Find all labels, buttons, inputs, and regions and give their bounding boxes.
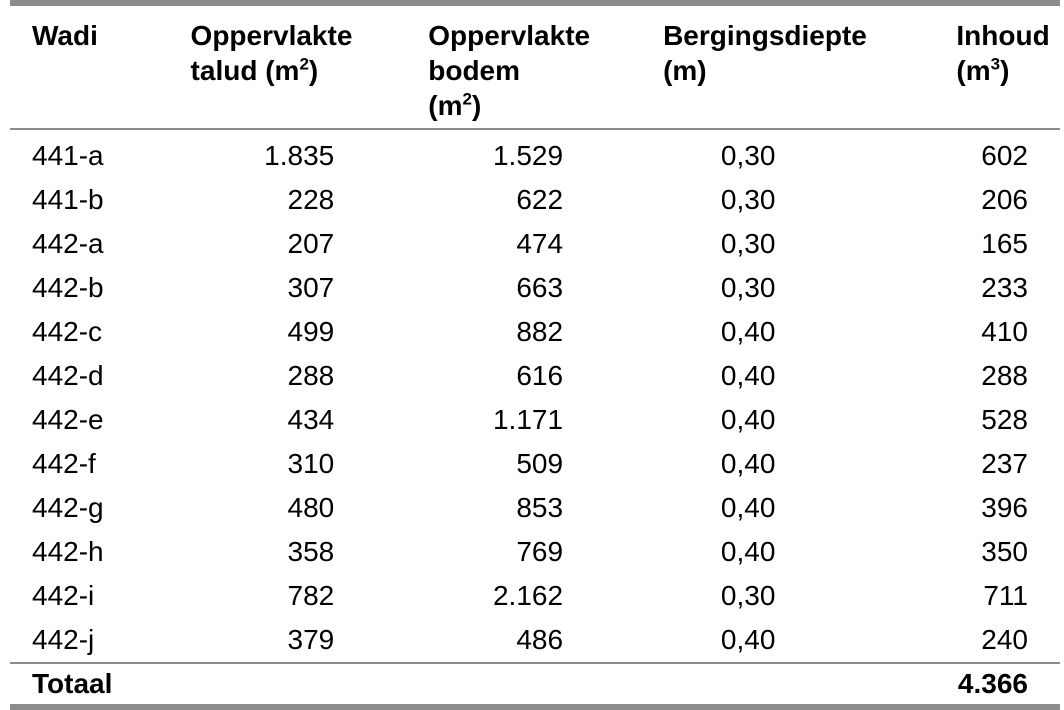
header-wadi: Wadi: [32, 20, 98, 51]
table-row: [10, 129, 1060, 178]
cell-oppervlakte-bodem: 616: [516, 360, 564, 391]
cell-oppervlakte-talud: 288: [287, 360, 335, 391]
cell-wadi: 442-j: [32, 624, 95, 655]
cell-oppervlakte-bodem: 622: [516, 184, 564, 215]
cell-bergingsdiepte: 0,40: [720, 404, 776, 435]
cell-bergingsdiepte: 0,40: [720, 316, 776, 347]
total-label: Totaal: [32, 668, 113, 699]
cell-bergingsdiepte: 0,40: [720, 624, 776, 655]
total-empty-talud: [170, 663, 335, 707]
cell-bergingsdiepte: 0,40: [720, 492, 776, 523]
cell-inhoud: 165: [981, 228, 1028, 259]
cell-inhoud: 602: [981, 140, 1028, 171]
cell-wadi: 442-a: [32, 228, 104, 259]
table-row: [10, 178, 1060, 222]
cell-bergingsdiepte: 0,30: [720, 184, 776, 215]
wadi-table: [10, 0, 1060, 710]
header-oppervlakte-bodem: Oppervlakte bodem $(m^2)$: [428, 20, 591, 121]
cell-oppervlakte-bodem: 769: [516, 536, 564, 567]
cell-bergingsdiepte: 0,30: [720, 272, 776, 303]
cell-oppervlakte-bodem: 474: [516, 228, 564, 259]
table-footer: [10, 663, 1060, 707]
cell-wadi: 442-g: [32, 492, 104, 523]
cell-inhoud: 350: [981, 536, 1028, 567]
cell-oppervlakte-talud: 434: [287, 404, 335, 435]
header-inhoud: Inhoud $(m^3)$: [956, 20, 1050, 86]
table-row: [10, 530, 1060, 574]
cell-wadi: 442-h: [32, 536, 104, 567]
cell-wadi: 442-i: [32, 580, 95, 611]
table-row: [10, 486, 1060, 530]
cell-oppervlakte-talud: 228: [287, 184, 335, 215]
cell-inhoud: 410: [981, 316, 1028, 347]
cell-inhoud: 240: [981, 624, 1028, 655]
cell-oppervlakte-talud: 358: [287, 536, 335, 567]
table-row: [10, 354, 1060, 398]
total-empty-bodem: [334, 663, 573, 707]
table-row: [10, 266, 1060, 310]
cell-oppervlakte-talud: 310: [287, 448, 335, 479]
cell-wadi: 441-b: [32, 184, 104, 215]
total-row: [10, 663, 1060, 707]
cell-oppervlakte-talud: 207: [287, 228, 335, 259]
table-row: [10, 618, 1060, 663]
table-row: [10, 222, 1060, 266]
cell-inhoud: 288: [981, 360, 1028, 391]
header-bergingsdiepte: Bergingsdiepte (m): [663, 20, 867, 86]
cell-oppervlakte-talud: 1.835: [264, 140, 335, 171]
cell-oppervlakte-talud: 480: [287, 492, 335, 523]
header-row: [10, 3, 1060, 129]
cell-bergingsdiepte: 0,30: [720, 140, 776, 171]
cell-oppervlakte-bodem: 486: [516, 624, 564, 655]
cell-wadi: 442-f: [32, 448, 96, 479]
cell-bergingsdiepte: 0,40: [720, 448, 776, 479]
table-row: [10, 442, 1060, 486]
cell-oppervlakte-bodem: 2.162: [492, 580, 564, 611]
cell-wadi: 442-d: [32, 360, 104, 391]
cell-bergingsdiepte: 0,40: [720, 536, 776, 567]
cell-wadi: 442-b: [32, 272, 104, 303]
cell-wadi: 442-c: [32, 316, 103, 347]
cell-oppervlakte-bodem: 663: [516, 272, 564, 303]
cell-bergingsdiepte: 0,30: [720, 580, 776, 611]
cell-oppervlakte-talud: 379: [287, 624, 335, 655]
cell-bergingsdiepte: 0,40: [720, 360, 776, 391]
header-oppervlakte-talud: Oppervlakte talud $(m^2)$: [190, 20, 353, 86]
table-body: [10, 129, 1060, 663]
cell-oppervlakte-bodem: 1.529: [492, 140, 564, 171]
cell-inhoud: 237: [981, 448, 1028, 479]
cell-oppervlakte-bodem: 853: [516, 492, 564, 523]
cell-wadi: 442-e: [32, 404, 104, 435]
cell-oppervlakte-bodem: 882: [516, 316, 564, 347]
table-header: [10, 3, 1060, 129]
table-row: [10, 574, 1060, 618]
cell-oppervlakte-talud: 782: [287, 580, 335, 611]
wadi-table-container: [10, 0, 1060, 710]
table-row: [10, 310, 1060, 354]
cell-inhoud: 396: [981, 492, 1028, 523]
cell-oppervlakte-bodem: 509: [516, 448, 564, 479]
cell-oppervlakte-talud: 307: [287, 272, 335, 303]
total-inhoud: 4.366: [957, 668, 1028, 699]
cell-inhoud: 711: [983, 580, 1028, 611]
cell-inhoud: 233: [981, 272, 1028, 303]
cell-oppervlakte-bodem: 1.171: [492, 404, 564, 435]
cell-wadi: 441-a: [32, 140, 104, 171]
cell-inhoud: 206: [981, 184, 1028, 215]
cell-oppervlakte-talud: 499: [287, 316, 335, 347]
total-empty-diepte: [573, 663, 830, 707]
table-row: [10, 398, 1060, 442]
cell-bergingsdiepte: 0,30: [720, 228, 776, 259]
cell-inhoud: 528: [981, 404, 1028, 435]
